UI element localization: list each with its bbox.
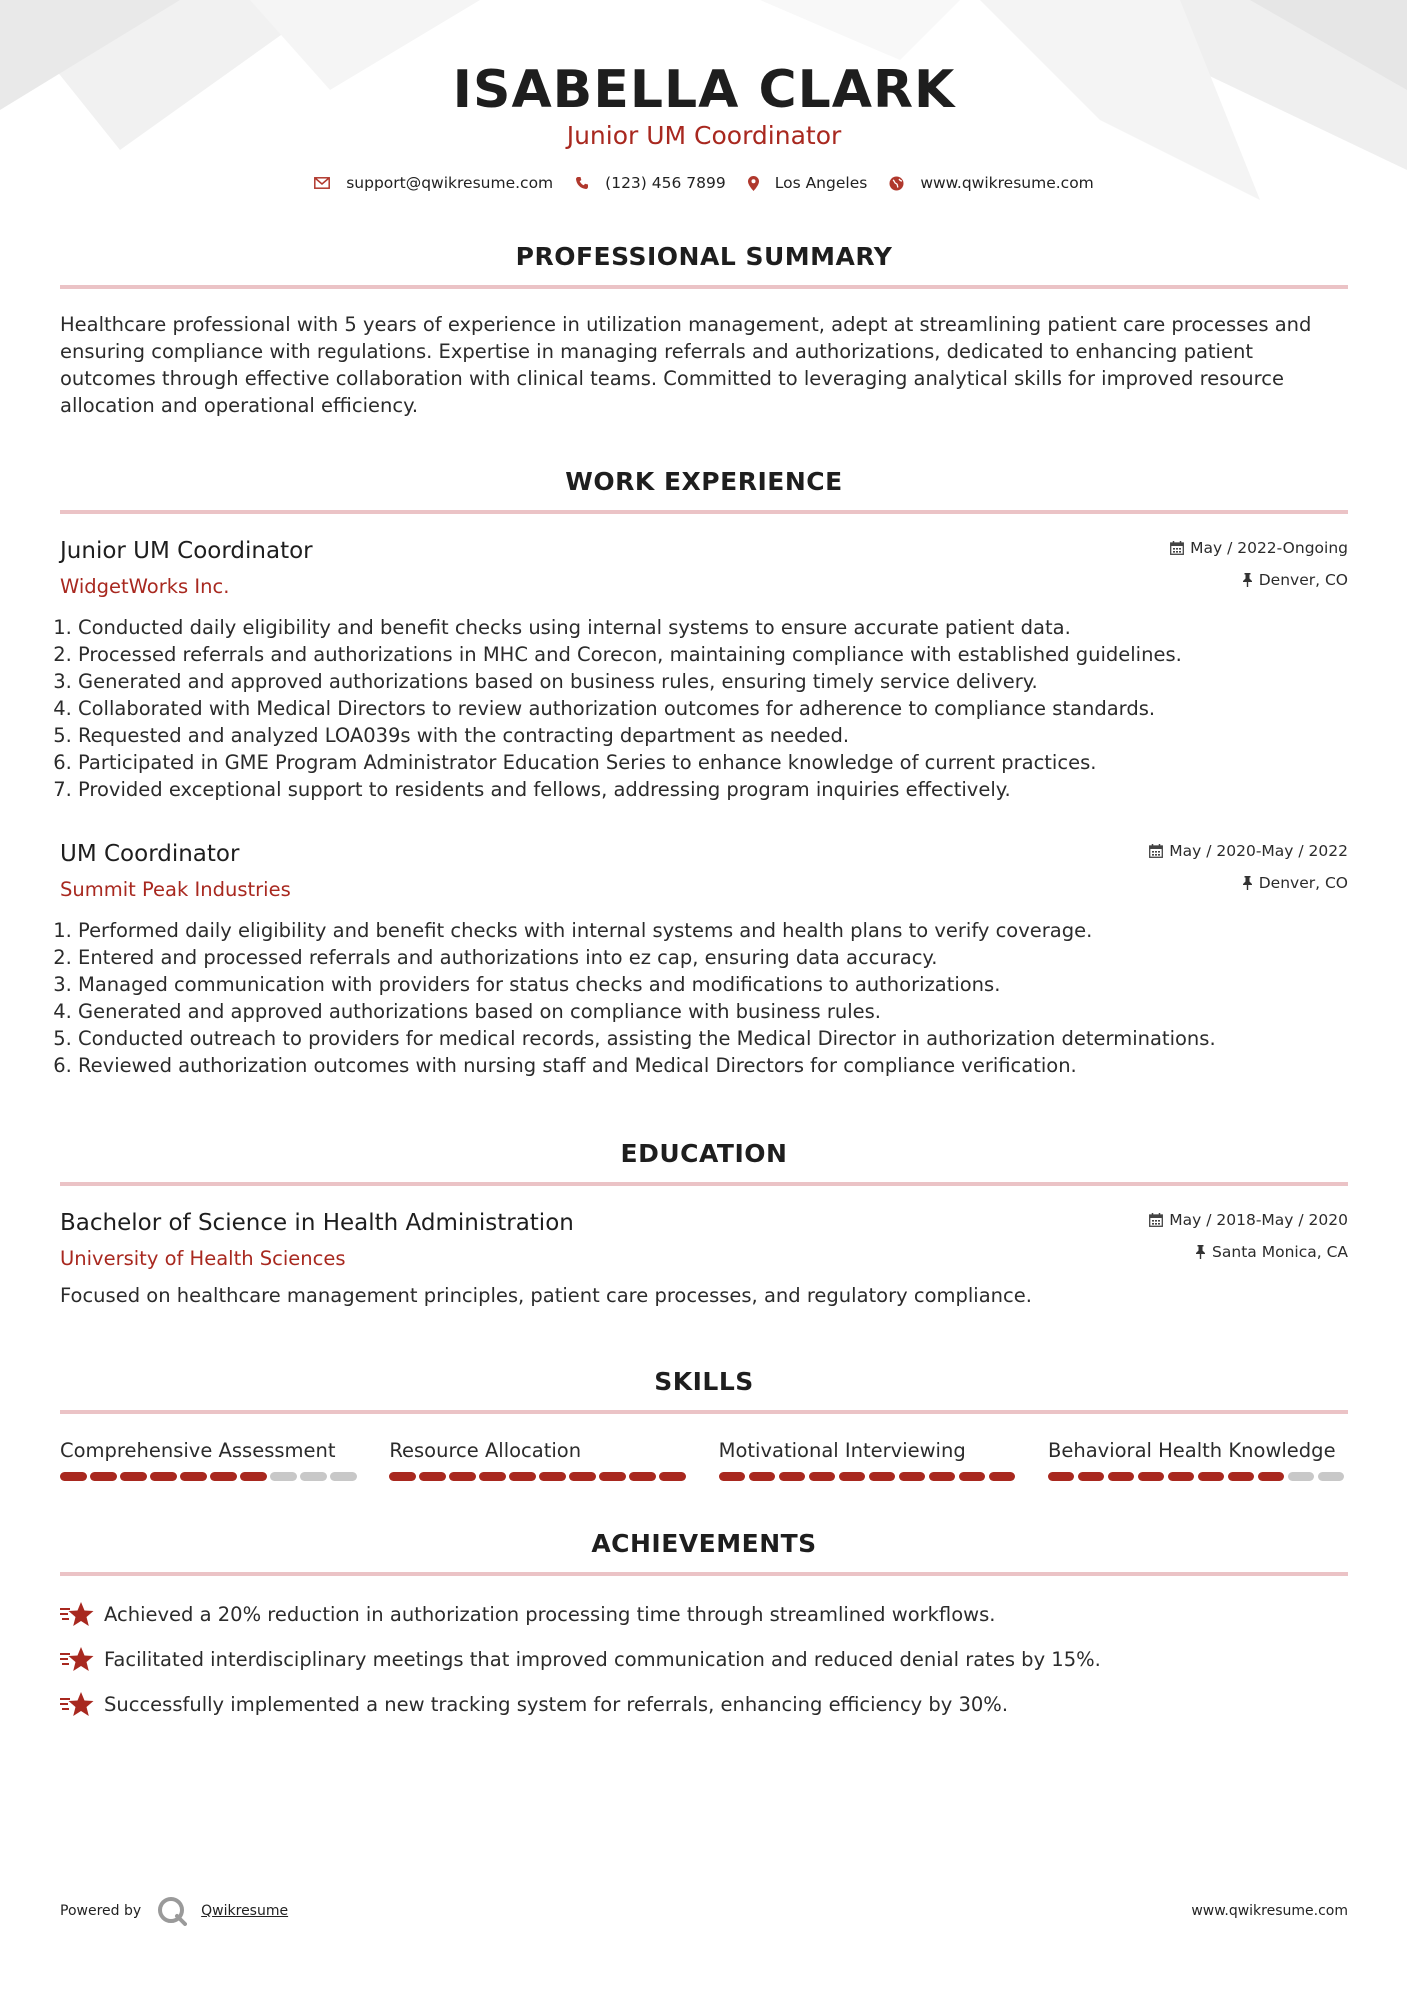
list-item: 1. Conducted daily eligibility and benefit checks using internal systems to ensure accurate patient data.: [78, 614, 1348, 641]
skill-dot-filled: [749, 1472, 776, 1481]
skill-dot-empty: [270, 1472, 297, 1481]
list-item: 6. Participated in GME Program Administrator Education Series to enhance knowledge of current practices.: [78, 749, 1348, 776]
skill-dot-filled: [869, 1472, 896, 1481]
skill-dot-filled: [90, 1472, 117, 1481]
skill-dot-filled: [1048, 1472, 1075, 1481]
skill-dot-filled: [509, 1472, 536, 1481]
list-item: 3. Managed communication with providers for status checks and modifications to authorizations.: [78, 971, 1348, 998]
skill-dot-filled: [839, 1472, 866, 1481]
skill-level-bar: [719, 1472, 1019, 1481]
achievements-heading: ACHIEVEMENTS: [591, 1529, 817, 1558]
page-footer: [60, 1896, 1348, 1926]
achievement-item: [60, 1592, 1348, 1637]
resume-header: [60, 0, 1348, 192]
contact-website[interactable]: [889, 174, 1093, 192]
job-dates: May / 2020-May / 2022: [1169, 842, 1348, 860]
skill-dot-filled: [539, 1472, 566, 1481]
school-name: University of Health Sciences: [60, 1247, 346, 1270]
achievement-item: [60, 1682, 1348, 1727]
achievements-section: [60, 1529, 1348, 1727]
skill-dot-filled: [1108, 1472, 1135, 1481]
list-item: 6. Reviewed authorization outcomes with nursing staff and Medical Directors for compliance verification.: [78, 1052, 1348, 1079]
skill-name: Motivational Interviewing: [718, 1439, 966, 1462]
skill-dot-filled: [599, 1472, 626, 1481]
achievement-item: [60, 1637, 1348, 1682]
education-description: Focused on healthcare management principles, patient care processes, and regulatory compliance.: [60, 1284, 1032, 1307]
section-divider: [60, 510, 1348, 514]
star-icon: [60, 1690, 94, 1720]
qwikresume-logo: [157, 1896, 187, 1926]
section-divider: [60, 1410, 1348, 1414]
skill-name: Behavioral Health Knowledge: [1047, 1439, 1336, 1462]
powered-by-label: Powered by: [60, 1903, 142, 1919]
skill-item: [389, 1438, 689, 1481]
contact-phone-text: (123) 456 7899: [605, 174, 726, 192]
skill-dot-filled: [1078, 1472, 1105, 1481]
globe-icon: [889, 176, 904, 191]
achievement-text: Achieved a 20% reduction in authorization processing time through streamlined workflows.: [104, 1603, 996, 1626]
job-dates: May / 2022-Ongoing: [1190, 539, 1348, 557]
skill-dot-filled: [150, 1472, 177, 1481]
skill-dot-filled: [1228, 1472, 1255, 1481]
skill-dot-filled: [389, 1472, 416, 1481]
job-title: Junior UM Coordinator: [60, 538, 313, 564]
list-item: 2. Entered and processed referrals and authorizations into ez cap, ensuring data accuracy.: [78, 944, 1348, 971]
skill-dot-filled: [569, 1472, 596, 1481]
achievement-text: Successfully implemented a new tracking system for referrals, enhancing efficiency by 30%.: [104, 1693, 1009, 1716]
star-icon: [60, 1600, 94, 1630]
list-item: 4. Generated and approved authorizations based on compliance with business rules.: [78, 998, 1348, 1025]
pushpin-icon: [1242, 876, 1253, 890]
footer-website[interactable]: www.qwikresume.com: [1191, 1903, 1348, 1919]
skill-name: Comprehensive Assessment: [60, 1439, 336, 1462]
pushpin-icon: [1195, 1245, 1206, 1259]
achievement-text: Facilitated interdisciplinary meetings that improved communication and reduced denial rates by 15%.: [104, 1648, 1101, 1671]
experience-heading: WORK EXPERIENCE: [565, 467, 843, 496]
calendar-icon: [1149, 844, 1163, 858]
list-item: 3. Generated and approved authorizations based on business rules, ensuring timely service delivery.: [78, 668, 1348, 695]
skills-list: [60, 1438, 1348, 1481]
map-pin-icon: [748, 176, 759, 191]
job-bullets: [60, 917, 1348, 1079]
job-bullets: [60, 614, 1348, 803]
contact-phone[interactable]: [575, 174, 726, 192]
job-location: Denver, CO: [1258, 874, 1348, 892]
skill-dot-filled: [959, 1472, 986, 1481]
section-divider: [60, 1572, 1348, 1576]
skill-dot-filled: [929, 1472, 956, 1481]
contact-location-text: Los Angeles: [774, 174, 868, 192]
list-item: 5. Conducted outreach to providers for medical records, assisting the Medical Director in authorization determinations.: [78, 1025, 1348, 1052]
powered-by: [60, 1896, 288, 1926]
skill-name: Resource Allocation: [389, 1439, 582, 1462]
education-heading: EDUCATION: [620, 1139, 788, 1168]
skills-section: [60, 1367, 1348, 1481]
education-entry: [60, 1208, 1348, 1309]
contact-bar: [60, 174, 1348, 192]
section-divider: [60, 285, 1348, 289]
skill-dot-empty: [330, 1472, 357, 1481]
skill-dot-filled: [659, 1472, 686, 1481]
skill-dot-filled: [240, 1472, 267, 1481]
skill-dot-empty: [300, 1472, 327, 1481]
skill-dot-filled: [60, 1472, 87, 1481]
skill-item: [719, 1438, 1019, 1481]
job-location: Denver, CO: [1258, 571, 1348, 589]
skill-dot-empty: [1318, 1472, 1345, 1481]
skill-dot-filled: [809, 1472, 836, 1481]
education-section: [60, 1139, 1348, 1309]
skill-dot-filled: [180, 1472, 207, 1481]
skill-level-bar: [60, 1472, 360, 1481]
resume-page: [60, 0, 1348, 1727]
list-item: 1. Performed daily eligibility and benefit checks with internal systems and health plans to verify coverage.: [78, 917, 1348, 944]
job-company: Summit Peak Industries: [60, 878, 291, 901]
job-company: WidgetWorks Inc.: [60, 575, 230, 598]
envelope-icon: [314, 177, 330, 189]
job-title: UM Coordinator: [60, 841, 240, 867]
calendar-icon: [1149, 1213, 1163, 1227]
phone-icon: [575, 176, 589, 190]
skill-level-bar: [1048, 1472, 1348, 1481]
achievements-list: [60, 1592, 1348, 1727]
contact-email-text: support@qwikresume.com: [346, 174, 554, 192]
skill-dot-filled: [719, 1472, 746, 1481]
contact-location: [748, 174, 868, 192]
candidate-name: ISABELLA CLARK: [452, 60, 956, 120]
skill-item: [60, 1438, 360, 1481]
skill-dot-filled: [899, 1472, 926, 1481]
contact-website-text: www.qwikresume.com: [920, 174, 1094, 192]
skill-dot-empty: [1288, 1472, 1315, 1481]
job-entry: [60, 839, 1348, 1079]
experience-section: [60, 467, 1348, 1079]
skill-level-bar: [389, 1472, 689, 1481]
star-icon: [60, 1645, 94, 1675]
skill-dot-filled: [1168, 1472, 1195, 1481]
skill-dot-filled: [449, 1472, 476, 1481]
skill-item: [1048, 1438, 1348, 1481]
skill-dot-filled: [1258, 1472, 1285, 1481]
skills-heading: SKILLS: [654, 1367, 754, 1396]
pushpin-icon: [1242, 573, 1253, 587]
skill-dot-filled: [989, 1472, 1016, 1481]
summary-section: [60, 242, 1348, 419]
skill-dot-filled: [1198, 1472, 1225, 1481]
list-item: 5. Requested and analyzed LOA039s with the contracting department as needed.: [78, 722, 1348, 749]
list-item: 2. Processed referrals and authorizations in MHC and Corecon, maintaining compliance with established guidelines.: [78, 641, 1348, 668]
skill-dot-filled: [120, 1472, 147, 1481]
degree-title: Bachelor of Science in Health Administration: [60, 1210, 574, 1236]
skill-dot-filled: [479, 1472, 506, 1481]
calendar-icon: [1170, 541, 1184, 555]
summary-text: Healthcare professional with 5 years of experience in utilization management, adept at streamlining patient care processes and ensuring compliance with regulations. Expertise in managing referrals and authorizations, dedicated to enhancing patient outcomes through effective collaboration with clinical teams. Committed to leveraging analytical skills for improved resource allocation and operational efficiency.: [60, 313, 1312, 417]
job-entry: [60, 536, 1348, 803]
skill-dot-filled: [419, 1472, 446, 1481]
list-item: 4. Collaborated with Medical Directors to review authorization outcomes for adherence to compliance standards.: [78, 695, 1348, 722]
section-divider: [60, 1182, 1348, 1186]
education-location: Santa Monica, CA: [1212, 1243, 1348, 1261]
contact-email[interactable]: [314, 174, 553, 192]
brand-link[interactable]: Qwikresume: [201, 1903, 289, 1919]
skill-dot-filled: [629, 1472, 656, 1481]
skill-dot-filled: [779, 1472, 806, 1481]
summary-heading: PROFESSIONAL SUMMARY: [515, 242, 893, 271]
candidate-role: Junior UM Coordinator: [566, 121, 842, 150]
skill-dot-filled: [210, 1472, 237, 1481]
education-dates: May / 2018-May / 2020: [1169, 1211, 1348, 1229]
list-item: 7. Provided exceptional support to residents and fellows, addressing program inquiries effectively.: [78, 776, 1348, 803]
skill-dot-filled: [1138, 1472, 1165, 1481]
